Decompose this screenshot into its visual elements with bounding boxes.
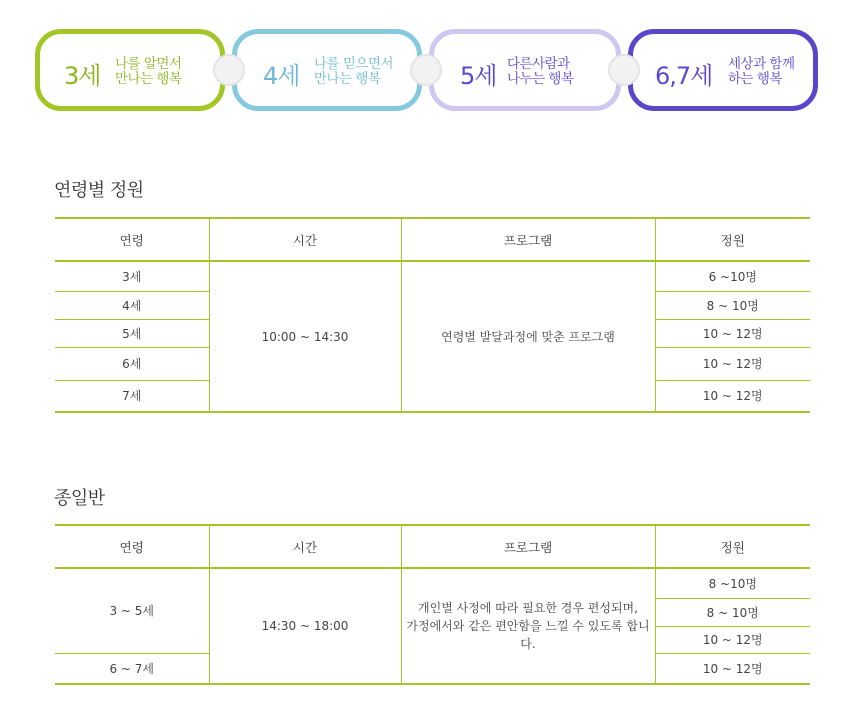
age-cell: 7세	[55, 380, 209, 412]
age-pill-6-7	[628, 29, 818, 111]
age-cell: 4세	[55, 291, 209, 319]
age-desc-line1: 나를 알면서	[115, 56, 182, 72]
capacity-cell: 8 ~ 10명	[655, 291, 810, 319]
age-group-banner	[35, 29, 820, 111]
age-desc-line1: 세상과 함께	[728, 56, 795, 72]
age-description	[507, 57, 574, 87]
program-cell: 연령별 발달과정에 맞춘 프로그램	[401, 261, 655, 412]
age-pill-3	[35, 29, 225, 111]
age-cell: 5세	[55, 319, 209, 347]
age-desc-line2: 하는 행복	[728, 71, 782, 87]
capacity-cell: 8 ~10명	[655, 568, 810, 598]
capacity-table	[55, 217, 810, 413]
table-header-row	[55, 525, 810, 568]
age-pill-4	[232, 29, 422, 111]
age-cell: 3 ~ 5세	[109, 604, 155, 619]
capacity-cell: 10 ~ 12명	[655, 626, 810, 653]
table-header-row	[55, 218, 810, 261]
program-line1: 개인별 사정에 따라 필요한 경우 편성되며,	[418, 601, 638, 615]
time-cell: 10:00 ~ 14:30	[209, 261, 401, 412]
capacity-cell: 10 ~ 12명	[655, 380, 810, 412]
full-day-table	[55, 524, 810, 685]
age-desc-line1: 다른사람과	[507, 56, 570, 72]
connector-dot	[608, 54, 640, 86]
table-row	[55, 261, 810, 291]
header-capacity: 정원	[655, 218, 810, 261]
header-time: 시간	[209, 218, 401, 261]
age-description	[115, 57, 182, 87]
program-cell	[401, 568, 655, 684]
capacity-cell: 10 ~ 12명	[655, 653, 810, 684]
age-description	[728, 57, 795, 87]
age-pill-5	[429, 29, 621, 111]
header-capacity: 정원	[655, 525, 810, 568]
header-age: 연령	[55, 218, 209, 261]
age-label: 3세	[64, 62, 101, 90]
program-line2: 가정에서와 같은 편안함을 느낄 수 있도록 합니다.	[406, 619, 650, 651]
header-time: 시간	[209, 525, 401, 568]
section-title: 종일반	[54, 488, 105, 509]
age-desc-line1: 나를 믿으면서	[314, 56, 394, 72]
age-label: 4세	[263, 62, 300, 90]
time-cell: 14:30 ~ 18:00	[209, 568, 401, 684]
capacity-cell: 10 ~ 12명	[655, 319, 810, 347]
age-desc-line2: 나누는 행복	[507, 71, 574, 87]
connector-dot	[410, 54, 442, 86]
age-cell: 6 ~ 7세	[55, 653, 209, 684]
age-label: 6,7세	[655, 62, 713, 90]
capacity-cell: 10 ~ 12명	[655, 347, 810, 380]
header-program: 프로그램	[401, 218, 655, 261]
header-age: 연령	[55, 525, 209, 568]
age-label: 5세	[460, 62, 497, 90]
connector-dot	[213, 54, 245, 86]
capacity-cell: 8 ~ 10명	[655, 598, 810, 626]
age-cell: 3세	[122, 269, 142, 284]
age-description	[314, 57, 393, 87]
capacity-cell: 6 ~10명	[655, 261, 810, 291]
age-cell: 6세	[55, 347, 209, 380]
section-title: 연령별 정원	[54, 180, 144, 201]
table-row	[55, 568, 810, 598]
header-program: 프로그램	[401, 525, 655, 568]
age-desc-line2: 만나는 행복	[314, 71, 381, 87]
age-desc-line2: 만나는 행복	[115, 71, 182, 87]
